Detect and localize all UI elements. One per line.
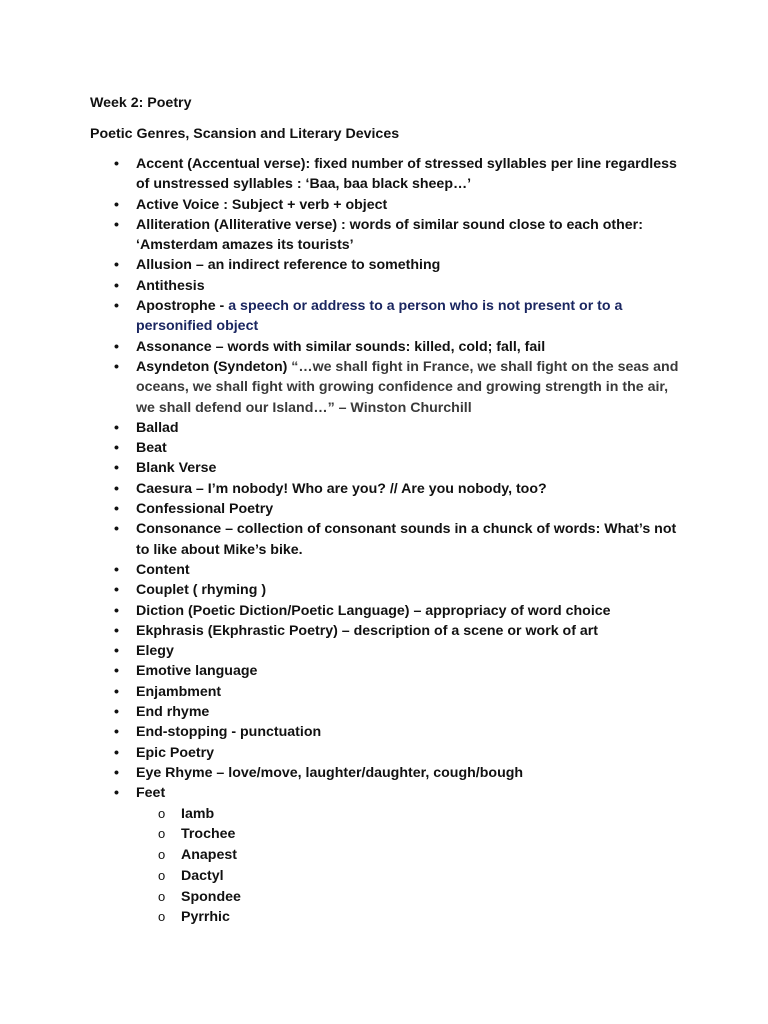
list-item-confessional-poetry [0, 499, 768, 519]
list-item-text: Enjambment [136, 683, 222, 700]
list-item-text: End-stopping - punctuation [136, 724, 322, 741]
bullet-icon: • [114, 358, 119, 375]
list-item-text: Diction (Poetic Diction/Poetic Language) – appropriacy of word choice [136, 602, 611, 619]
list-item-active-voice [0, 195, 768, 215]
list-item-text: Ekphrasis (Ekphrastic Poetry) – description of a scene or work of art [136, 622, 599, 639]
bullet-icon: • [114, 419, 119, 436]
list-item-text: Asyndeton (Syndeton) [136, 358, 292, 375]
list-item-text: Caesura – I’m nobody! Who are you? // Are you nobody, too? [136, 480, 547, 497]
bullet-icon: • [114, 561, 119, 578]
bullet-icon: • [114, 785, 119, 802]
list-item-text: Antithesis [136, 277, 205, 294]
list-item-alliteration [0, 215, 768, 256]
circle-bullet-icon: o [158, 826, 166, 842]
list-item-text: Emotive language [136, 663, 258, 680]
sub-item-text: Anapest [181, 847, 237, 864]
bullet-icon: • [114, 663, 119, 680]
list-item-emotive-language [0, 661, 768, 681]
sub-item-pyrrhic [136, 907, 680, 928]
list-item-content [0, 560, 768, 580]
list-item-text: Couplet ( rhyming ) [136, 582, 267, 599]
list-item-definition: a speech or address to a person who is not present or to a personified object [136, 298, 623, 335]
sub-item-anapest [136, 845, 680, 866]
list-item-text: Feet [136, 785, 166, 802]
sub-item-text: Dactyl [181, 867, 224, 884]
list-item-elegy [0, 641, 768, 661]
list-item-ballad [0, 418, 768, 438]
list-item-eye-rhyme [0, 763, 768, 783]
bullet-icon: • [114, 724, 119, 741]
bullet-icon: • [114, 602, 119, 619]
sub-item-text: Pyrrhic [181, 909, 230, 926]
literary-devices-list [0, 154, 768, 928]
list-item-blank-verse [0, 458, 768, 478]
list-item-asyndeton [0, 357, 768, 418]
list-item-allusion [0, 255, 768, 275]
sub-item-text: Spondee [181, 888, 241, 905]
circle-bullet-icon: o [158, 867, 166, 883]
list-item-diction [0, 601, 768, 621]
list-item-assonance [0, 337, 768, 357]
bullet-icon: • [114, 257, 119, 274]
list-item-text: Alliteration (Alliterative verse) : words of similar sound close to each other: ‘Amsterdam amazes its tourists’ [136, 216, 643, 254]
list-item-text: Active Voice : Subject + verb + object [136, 196, 388, 213]
list-item-text: Epic Poetry [136, 744, 215, 761]
bullet-icon: • [114, 277, 119, 294]
list-item-enjambment [0, 682, 768, 702]
bullet-icon: • [114, 501, 119, 518]
bullet-icon: • [114, 704, 119, 721]
list-item-end-rhyme [0, 702, 768, 722]
bullet-icon: • [114, 460, 119, 477]
sub-item-iamb [136, 804, 680, 825]
list-item-text: Allusion – an indirect reference to something [136, 257, 441, 274]
page-title: Week 2: Poetry [90, 95, 192, 111]
bullet-icon: • [114, 764, 119, 781]
circle-bullet-icon: o [158, 909, 166, 925]
circle-bullet-icon: o [158, 805, 166, 821]
list-item-antithesis [0, 276, 768, 296]
bullet-icon: • [114, 440, 119, 457]
bullet-icon: • [114, 196, 119, 213]
bullet-icon: • [114, 338, 119, 355]
list-item-ekphrasis [0, 621, 768, 641]
section-heading: Poetic Genres, Scansion and Literary Devices [90, 126, 400, 142]
list-item-couplet [0, 580, 768, 600]
sub-item-text: Iamb [181, 805, 215, 822]
list-item-text: Apostrophe - [136, 298, 229, 315]
bullet-icon: • [114, 622, 119, 639]
list-item-quote: “…we shall fight in France, we shall fight on the seas and oceans, we shall fight with growing confidence and growing strength in the air, we shall defend our Island…” – Winston Churchill [136, 358, 679, 416]
list-item-text: Beat [136, 440, 167, 457]
sub-item-text: Trochee [181, 826, 236, 843]
list-item-apostrophe [0, 296, 768, 337]
list-item-text: End rhyme [136, 704, 210, 721]
list-item-accent [0, 154, 768, 195]
list-item-text: Ballad [136, 419, 179, 436]
sub-item-spondee [136, 887, 680, 908]
list-item-text: Elegy [136, 643, 174, 660]
bullet-icon: • [114, 480, 119, 497]
list-item-feet [0, 783, 768, 928]
list-item-epic-poetry [0, 743, 768, 763]
sub-item-dactyl [136, 866, 680, 887]
circle-bullet-icon: o [158, 888, 166, 904]
feet-sublist [136, 804, 680, 929]
list-item-text: Confessional Poetry [136, 501, 274, 518]
bullet-icon: • [114, 582, 119, 599]
bullet-icon: • [114, 744, 119, 761]
bullet-icon: • [114, 643, 119, 660]
list-item-text: Accent (Accentual verse): fixed number of stressed syllables per line regardless of unstressed syllables : ‘Baa, baa black sheep…’ [136, 156, 677, 193]
bullet-icon: • [114, 156, 119, 172]
list-item-beat [0, 438, 768, 458]
circle-bullet-icon: o [158, 847, 166, 863]
bullet-icon: • [114, 298, 119, 315]
bullet-icon: • [114, 683, 119, 700]
list-item-text: Blank Verse [136, 460, 217, 477]
bullet-icon: • [114, 521, 119, 538]
list-item-consonance [0, 519, 768, 560]
bullet-icon: • [114, 216, 119, 233]
list-item-end-stopping [0, 722, 768, 742]
list-item-text: Content [136, 561, 190, 578]
list-item-text: Consonance – collection of consonant sounds in a chunck of words: What’s not to like about Mike’s bike. [136, 521, 677, 558]
sub-item-trochee [136, 824, 680, 845]
list-item-caesura [0, 479, 768, 499]
list-item-text: Assonance – words with similar sounds: killed, cold; fall, fail [136, 338, 546, 355]
list-item-text: Eye Rhyme – love/move, laughter/daughter, cough/bough [136, 764, 524, 781]
